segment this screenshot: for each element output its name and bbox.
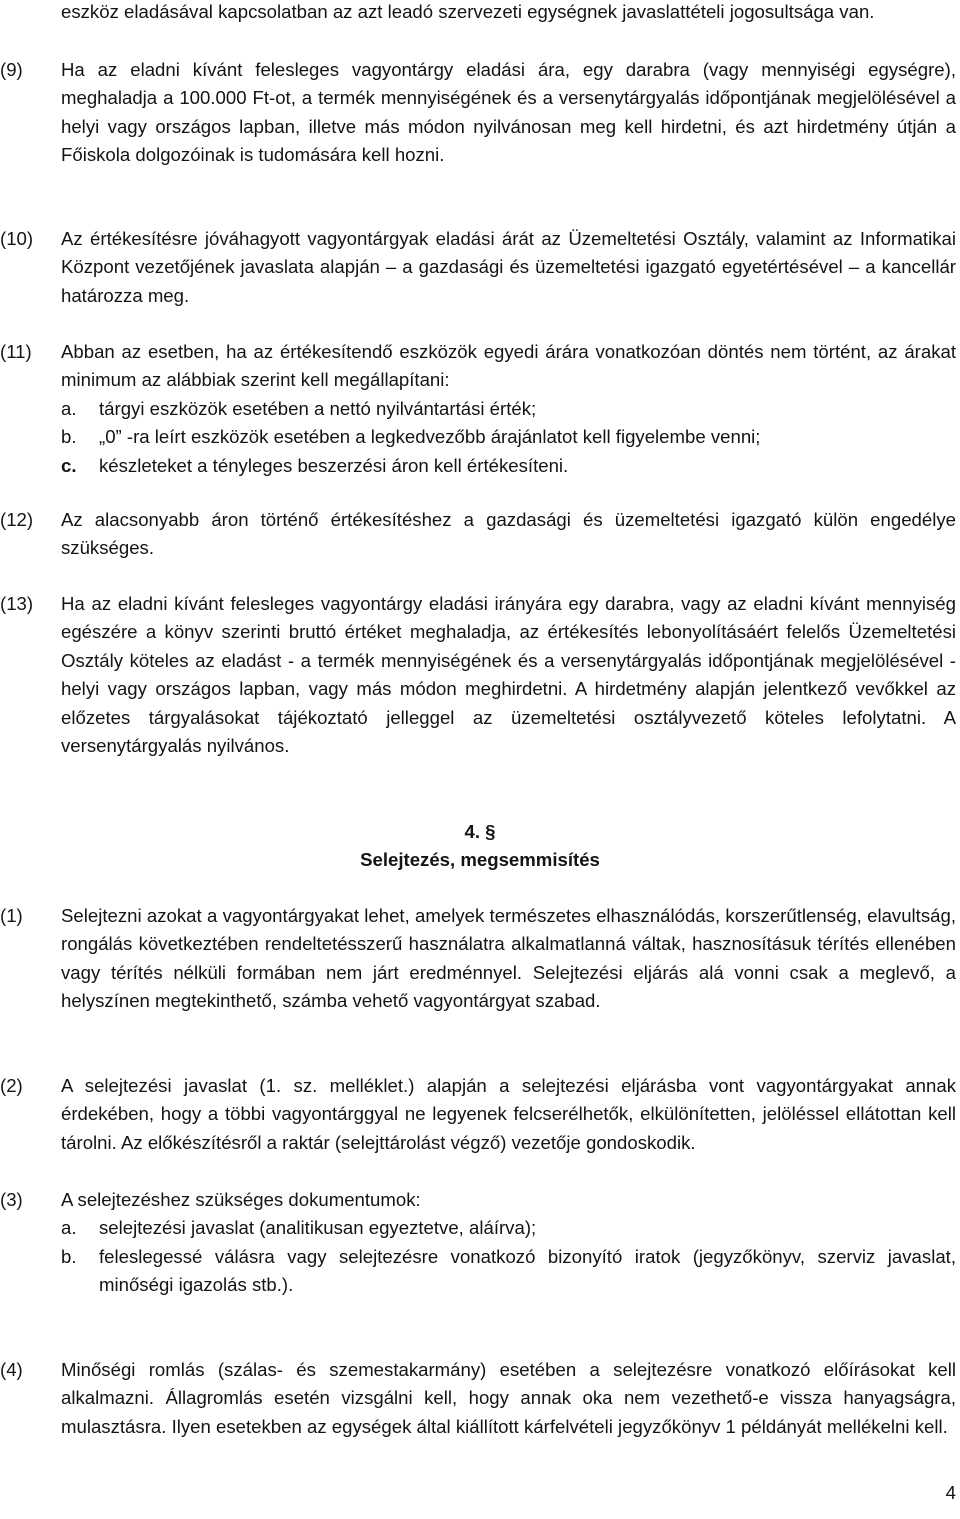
paragraph-s4	[0, 1356, 956, 1441]
paragraph-number: (3)	[0, 1189, 23, 1210]
paragraph-12	[0, 506, 956, 563]
paragraph-text: A selejtezési javaslat (1. sz. melléklet.) alapján a selejtezési eljárásba vont vagyontárgyakat annak érdekében, hogy a többi vagyontárggyal ne legyenek felcserélhetők, elkülönítetten, jelöléssel ellátottan kell tárolni. Az előkészítésről a raktár (selejttárolást végző) vezetője gondoskodik.	[61, 1075, 956, 1153]
list-item-text: tárgyi eszközök esetében a nettó nyilvántartási érték;	[99, 397, 537, 419]
paragraph-number: (9)	[0, 59, 23, 80]
paragraph-number: (13)	[0, 593, 34, 614]
paragraph-s3	[0, 1186, 956, 1300]
paragraph-text: Abban az esetben, ha az értékesítendő eszközök egyedi árára vonatkozóan döntés nem történt, az árakat minimum az alábbiak szerint kell megállapítani:	[61, 341, 956, 391]
paragraph-text: eszköz eladásával kapcsolatban az azt leadó szervezeti egységnek javaslattételi jogosultsága van.	[61, 1, 875, 22]
paragraph-text: Ha az eladni kívánt felesleges vagyontárgy eladási ára, egy darabra (vagy mennyiségi egységre), meghaladja a 100.000 Ft-ot, a termék mennyiségének és a versenytárgyalás időpontjának megjelölésével a helyi vagy országos lapban, illetve más módon nyilvánosan meg kell hirdetni, és azt hirdetmény útján a Főiskola dolgozóinak is tudomására kell hozni.	[61, 59, 956, 166]
paragraph-number: (10)	[0, 228, 34, 249]
list-item	[61, 423, 956, 451]
paragraph-s2	[0, 1072, 956, 1157]
list-item-text: „0” -ra leírt eszközök esetében a legkedvezőbb árajánlatot kell figyelembe venni;	[99, 426, 761, 448]
paragraph-9	[0, 56, 956, 170]
paragraph-11	[0, 338, 956, 480]
paragraph-number: (4)	[0, 1359, 23, 1380]
list-marker: c.	[61, 454, 77, 476]
paragraph-10	[0, 225, 956, 310]
list-item-text: feleslegessé válásra vagy selejtezésre vonatkozó bizonyító iratok (jegyzőkönyv, szerviz javaslat, minőségi igazolás stb.).	[99, 1245, 956, 1296]
section-title: Selejtezés, megsemmisítés	[360, 849, 600, 870]
list-item	[61, 1243, 956, 1300]
section-number: 4. §	[464, 821, 496, 842]
list-item	[61, 395, 956, 423]
list-item	[61, 452, 956, 480]
document-list	[61, 1214, 956, 1299]
paragraph-text: Az alacsonyabb áron történő értékesítéshez a gazdasági és üzemeltetési igazgató külön engedélye szükséges.	[61, 509, 956, 559]
paragraph-number: (1)	[0, 905, 23, 926]
list-marker: a.	[61, 1217, 77, 1239]
list-item-text: készleteket a tényleges beszerzési áron kell értékesíteni.	[99, 454, 569, 476]
list-item	[61, 1214, 956, 1242]
paragraph-text: Minőségi romlás (szálas- és szemestakarmány) esetében a selejtezésre vonatkozó előírásokat kell alkalmazni. Állagromlás esetén vizsgálni kell, hogy annak oka nem vezethető-e vissza hanyagságra, mulasztásra. Ilyen esetekben az egységek által kiállított kárfelvételi jegyzőkönyv 1 példányát mellékelni kell.	[61, 1359, 956, 1437]
paragraph-text: Az értékesítésre jóváhagyott vagyontárgyak eladási árát az Üzemeltetési Osztály, valamint az Informatikai Központ vezetőjének javaslata alapján – a gazdasági és üzemeltetési igazgató egyetértésével – a kancellár határozza meg.	[61, 228, 956, 306]
paragraph-number: (2)	[0, 1075, 23, 1096]
paragraph-s1	[0, 902, 956, 1016]
list-marker: b.	[61, 426, 77, 448]
paragraph-number: (12)	[0, 509, 34, 530]
paragraph-text: A selejtezéshez szükséges dokumentumok:	[61, 1189, 421, 1210]
paragraph-text: Selejtezni azokat a vagyontárgyakat lehet, amelyek természetes elhasználódás, korszerűtlenség, elavultság, rongálás következtében rendeltetésszerű használatra alkalmatlanná váltak, hasznosításuk térítés ellenében vagy térítés nélküli formában nem járt eredménnyel. Selejtezési eljárás alá vonni csak a meglevő, a helyszínen megtekinthető, számba vehető vagyontárgyat szabad.	[61, 905, 956, 1012]
list-item-text: selejtezési javaslat (analitikusan egyeztetve, aláírva);	[99, 1217, 537, 1239]
list-marker: a.	[61, 397, 77, 419]
list-marker: b.	[61, 1245, 77, 1267]
paragraph-text: Ha az eladni kívánt felesleges vagyontárgy eladási irányára egy darabra, vagy az eladni kívánt mennyiség egészére a könyv szerinti bruttó értéket meghaladja, az értékesítés lebonyolításáért felelős Üzemeltetési Osztály köteles az eladást - a termék mennyiségének és a versenytárgyalás időpontjának megjelölésével - helyi vagy országos lapban, vagy más módon meghirdetni. A hirdetmény alapján jelentkező vevőkkel az előzetes tárgyalásokat tájékoztató jelleggel az üzemeltetési osztályvezető köteles lefolytatni. A versenytárgyalás nyilvános.	[61, 593, 956, 757]
price-rule-list	[61, 395, 956, 480]
paragraph-continuation	[0, 0, 956, 26]
paragraph-13	[0, 590, 956, 760]
paragraph-number: (11)	[0, 341, 32, 362]
page-number: 4	[945, 1482, 956, 1503]
